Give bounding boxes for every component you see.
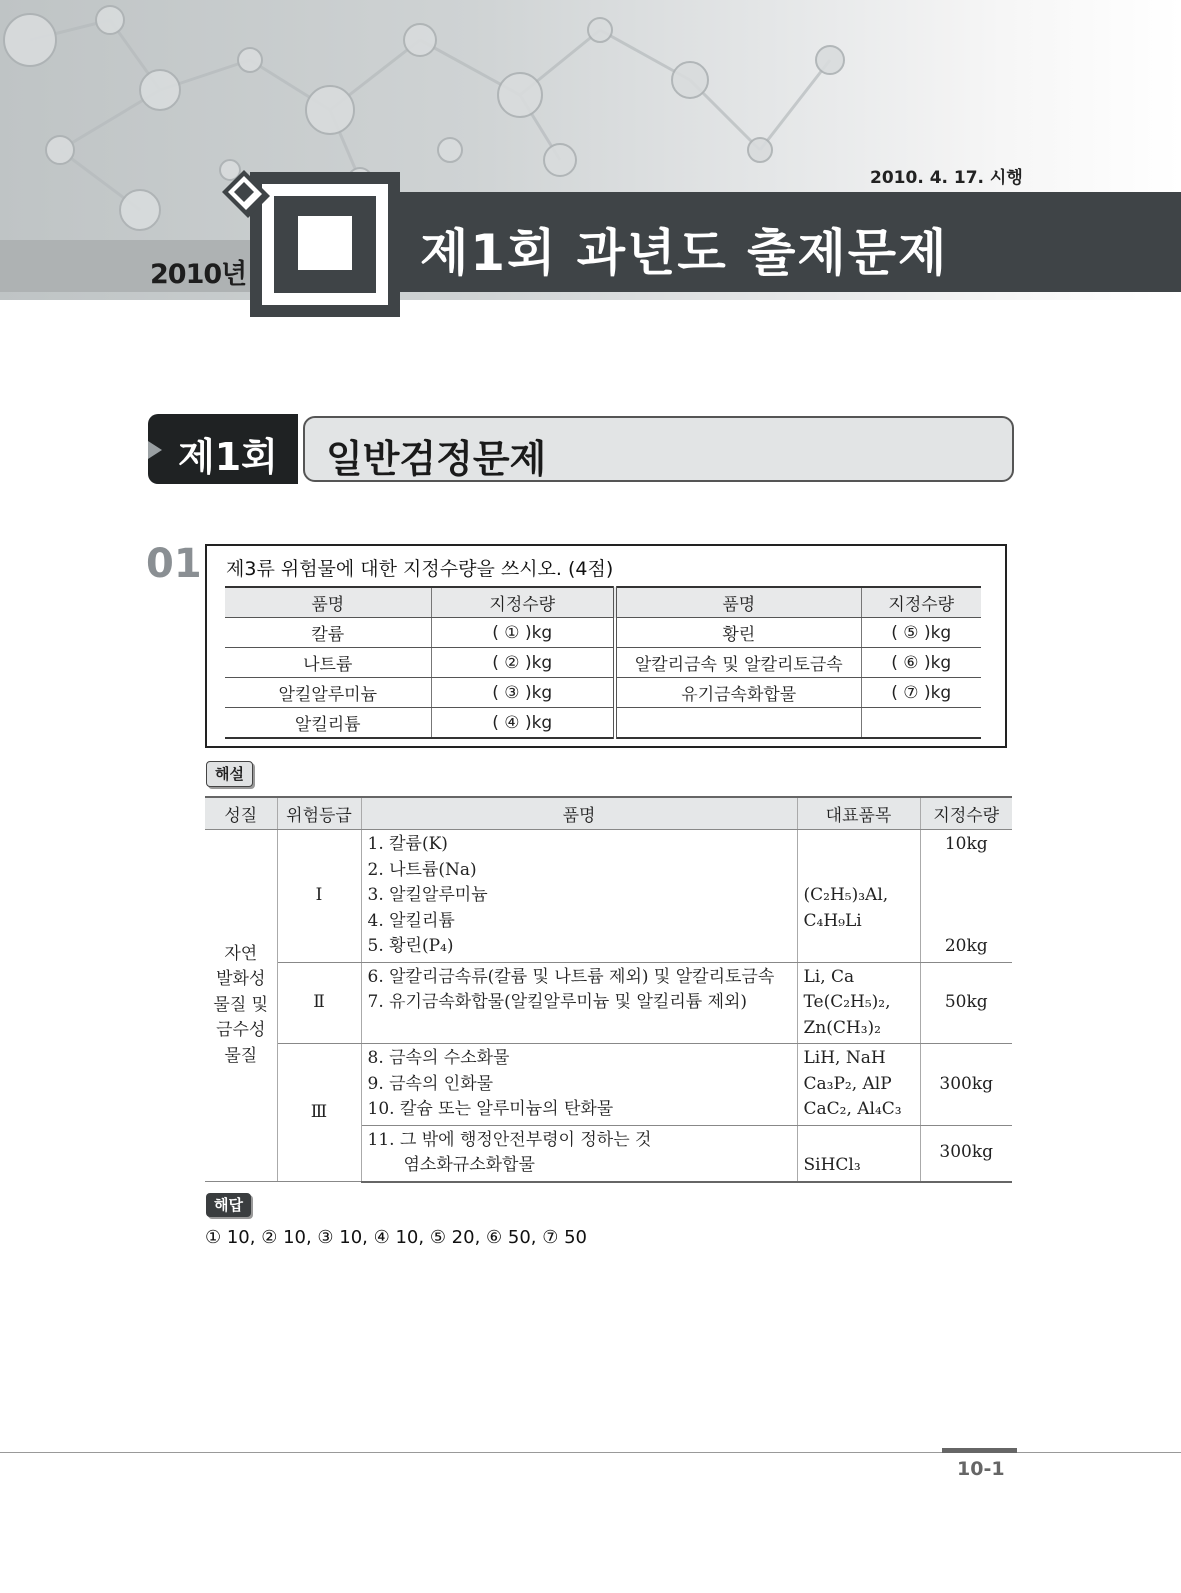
explanation-badge: 해설 (206, 761, 253, 787)
rep-line (804, 934, 914, 960)
table-row (225, 618, 981, 648)
table-cell: 나트륨 (225, 648, 431, 678)
exam-year: 2010년 (150, 259, 247, 290)
footer-accent-bar (942, 1448, 1017, 1453)
table-row (225, 648, 981, 678)
rep-line: SiHCl₃ (803, 1155, 861, 1175)
rep-line: C₄H₉Li (803, 910, 862, 931)
table-cell: ( ⑤ )kg (861, 618, 981, 648)
table-header: 품명 (615, 587, 861, 618)
table-cell: ( ⑦ )kg (861, 678, 981, 708)
section-title: 일반검정문제 (326, 437, 547, 481)
table-cell: ( ③ )kg (431, 678, 615, 708)
grade-cell: I (277, 830, 361, 963)
quantity-cell: 50kg (920, 962, 1012, 1044)
item-line: 6. 알칼리금속류(칼륨 및 나트륨 제외) 및 알칼리토금속 (367, 966, 775, 987)
rep-line: (C₂H₅)₃Al, (803, 885, 889, 905)
table-header: 품명 (225, 587, 431, 618)
table-cell: ( ② )kg (431, 648, 615, 678)
answer-text: ① 10, ② 10, ③ 10, ④ 10, ⑤ 20, ⑥ 50, ⑦ 50 (205, 1227, 587, 1248)
item-line: 염소화규소화합물 (403, 1155, 535, 1175)
rep-line: Li, Ca (803, 966, 855, 987)
qty-line: 10kg (944, 834, 988, 854)
page-title: 제1회 과년도 출제문제 (420, 224, 949, 282)
item-line: 11. 그 밖에 행정안전부령이 정하는 것 (367, 1129, 652, 1150)
table-row (205, 962, 1012, 1044)
rep-line: Ca₃P₂, AlP (803, 1073, 892, 1094)
item-line: 9. 금속의 인화물 (367, 1073, 494, 1094)
table-header: 품명 (361, 797, 797, 830)
table-cell: 황린 (615, 618, 861, 648)
item-line: 1. 칼륨(K) (367, 834, 448, 854)
table-cell: 유기금속화합물 (615, 678, 861, 708)
rep-line: Zn(CH₃)₂ (803, 1017, 881, 1038)
explanation-table (205, 796, 1012, 1183)
page-number: 10-1 (957, 1458, 1005, 1480)
table-row (225, 708, 981, 739)
table-cell: 알킬알루미늄 (225, 678, 431, 708)
table-cell: ( ① )kg (431, 618, 615, 648)
rep-line: Te(C₂H₅)₂, (803, 992, 891, 1012)
table-header: 성질 (205, 797, 277, 830)
table-header: 대표품목 (797, 797, 920, 830)
rep-line (804, 832, 914, 858)
table-header: 위험등급 (277, 797, 361, 830)
rep-line (804, 1128, 914, 1154)
representative-cell (797, 962, 920, 1044)
property-cell (205, 830, 277, 1182)
table-cell (861, 708, 981, 739)
section-tab-label: 제1회 (178, 435, 278, 479)
chapter-emblem-icon (222, 166, 402, 325)
exam-date: 2010. 4. 17. 시행 (870, 168, 1023, 188)
item-line: 2. 나트륨(Na) (367, 859, 477, 880)
table-cell (615, 708, 861, 739)
property-line: 금수성 (216, 1020, 266, 1041)
representative-cell (797, 830, 920, 963)
question-number: 01 (146, 541, 202, 587)
item-line: 7. 유기금속화합물(알킬알루미늄 및 알킬리튬 제외) (367, 992, 748, 1012)
table-cell: ( ④ )kg (431, 708, 615, 739)
table-header-row (225, 587, 981, 618)
representative-cell (797, 1044, 920, 1126)
items-cell (361, 1125, 797, 1182)
table-cell: 알칼리금속 및 알칼리토금속 (615, 648, 861, 678)
qty-line (927, 909, 1007, 935)
items-cell (361, 962, 797, 1044)
quantity-cell (920, 830, 1012, 963)
items-cell (361, 830, 797, 963)
table-row (225, 678, 981, 708)
table-row (205, 830, 1012, 963)
table-header: 지정수량 (861, 587, 981, 618)
property-line: 자연 (224, 943, 258, 964)
table-cell: 알킬리튬 (225, 708, 431, 739)
question-text: 제3류 위험물에 대한 지정수량을 쓰시오. (4점) (226, 558, 614, 580)
quantity-cell: 300kg (920, 1044, 1012, 1126)
table-cell: ( ⑥ )kg (861, 648, 981, 678)
item-line: 8. 금속의 수소화물 (367, 1048, 510, 1068)
representative-cell (797, 1125, 920, 1182)
item-line: 4. 알킬리튬 (367, 910, 455, 931)
item-line: 5. 황린(P₄) (367, 936, 454, 956)
items-cell (361, 1044, 797, 1126)
table-header: 지정수량 (431, 587, 615, 618)
table-row (205, 1044, 1012, 1126)
table-header-row (205, 797, 1012, 830)
item-line: 3. 알킬알루미늄 (367, 885, 488, 905)
grade-cell: Ⅱ (277, 962, 361, 1044)
property-line: 물질 및 (213, 994, 269, 1015)
quantity-cell: 300kg (920, 1125, 1012, 1182)
rep-line (804, 858, 914, 884)
item-line: 10. 칼슘 또는 알루미늄의 탄화물 (367, 1099, 614, 1119)
qty-line (927, 858, 1007, 884)
play-arrow-icon (148, 441, 162, 459)
rep-line: LiH, NaH (803, 1048, 886, 1068)
answer-badge: 해답 (206, 1193, 251, 1217)
question-table (225, 586, 981, 739)
property-line: 발화성 (216, 969, 266, 990)
table-cell: 칼륨 (225, 618, 431, 648)
qty-line: 20kg (944, 936, 988, 956)
table-header: 지정수량 (920, 797, 1012, 830)
rep-line: CaC₂, Al₄C₃ (803, 1099, 902, 1119)
property-line: 물질 (224, 1045, 258, 1066)
grade-cell: Ⅲ (277, 1044, 361, 1182)
qty-line (927, 883, 1007, 909)
